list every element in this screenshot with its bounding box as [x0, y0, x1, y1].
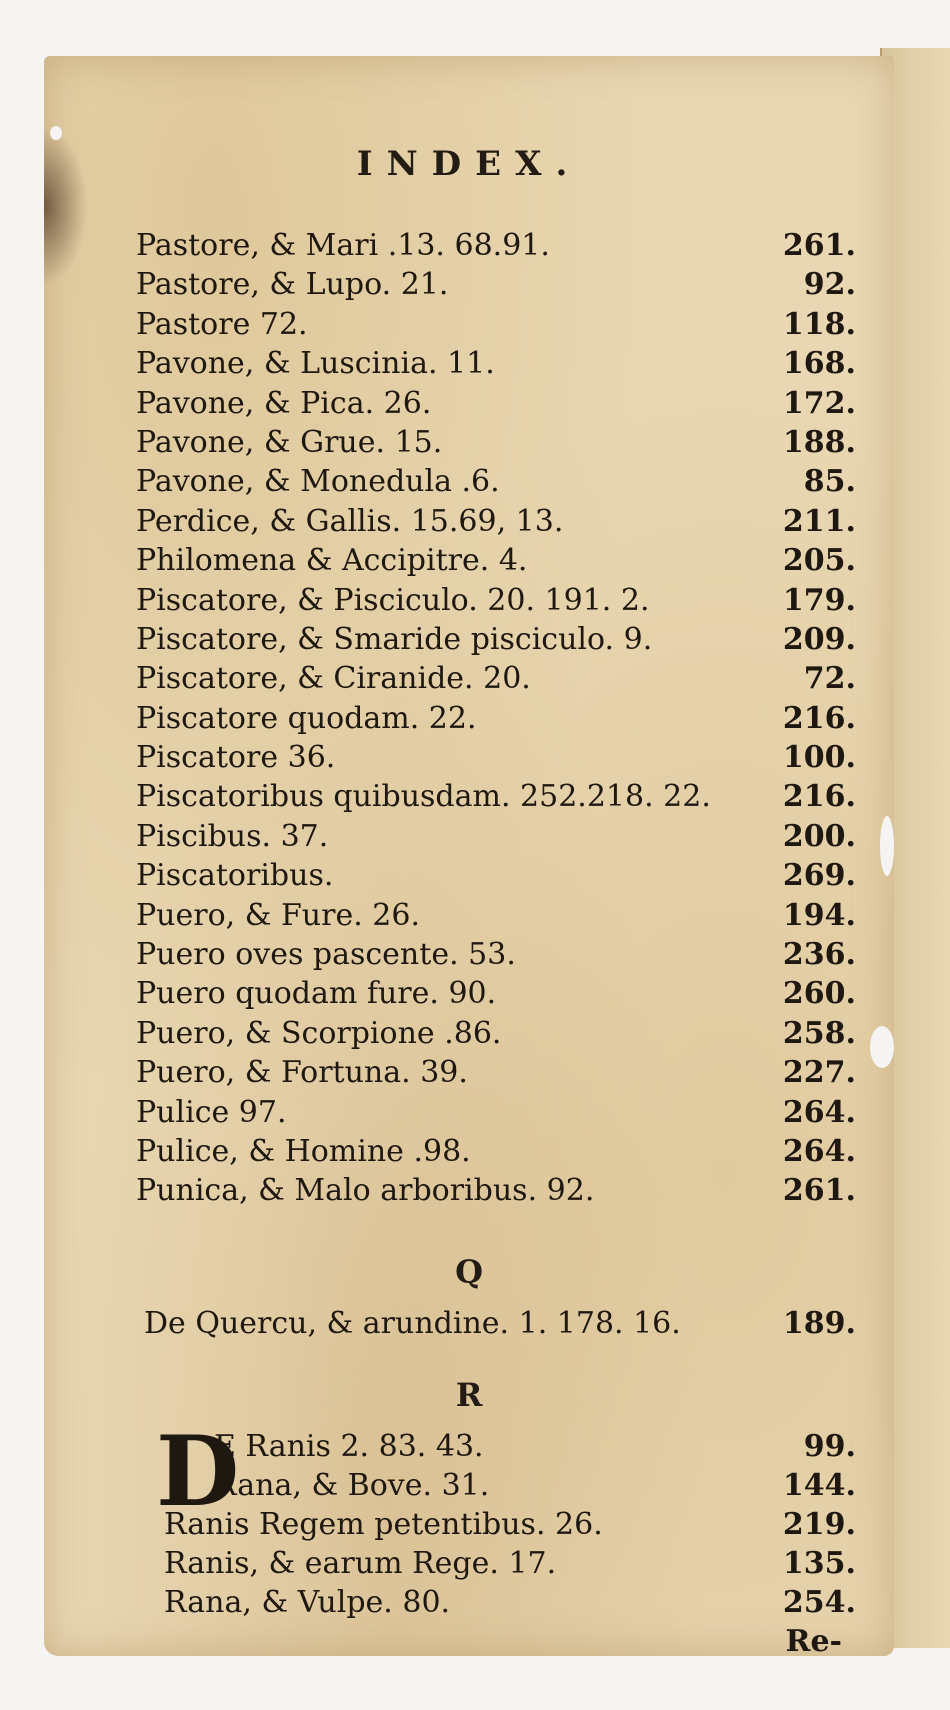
entry-page: 216. — [782, 700, 856, 736]
entry-page: 72. — [803, 661, 856, 697]
entry-label: Ranis Regem petentibus. 26. — [164, 1507, 603, 1542]
entry-label: Puero, & Scorpione .86. — [136, 1015, 502, 1051]
index-entry — [136, 622, 856, 661]
entry-page: 211. — [782, 503, 856, 539]
entry-page: 188. — [782, 424, 856, 460]
entry-page: 135. — [782, 1546, 856, 1581]
section-letter-q: Q — [455, 1253, 483, 1291]
entry-label: Piscatore, & Pisciculo. 20. 191. 2. — [136, 582, 650, 618]
index-entry — [164, 1546, 856, 1585]
index-entry — [136, 1095, 856, 1134]
entry-label: Piscatore, & Ciranide. 20. — [136, 661, 531, 697]
index-entry — [136, 898, 856, 937]
drop-capital: D — [156, 1415, 240, 1528]
entry-label: Ranis, & earum Rege. 17. — [164, 1546, 557, 1581]
index-entry — [164, 1468, 856, 1507]
index-entry — [136, 701, 856, 740]
entry-page: 264. — [782, 1094, 856, 1130]
index-entry — [144, 1306, 856, 1345]
index-entry — [136, 583, 856, 622]
entry-page: 189. — [782, 1306, 856, 1341]
index-entry — [136, 543, 856, 582]
index-entry — [136, 819, 856, 858]
entry-label: Perdice, & Gallis. 15.69, 13. — [136, 503, 564, 539]
index-list-r — [164, 1429, 856, 1624]
book-page — [44, 56, 894, 1659]
entry-page: 172. — [782, 385, 856, 421]
index-entry — [136, 267, 856, 306]
entry-page: 100. — [782, 740, 856, 776]
entry-label: Rana, & Bove. 31. — [214, 1468, 490, 1503]
entry-page: 260. — [782, 976, 856, 1012]
entry-page: 269. — [782, 858, 856, 894]
index-entry — [136, 1134, 856, 1173]
index-heading: INDEX. — [356, 144, 582, 184]
entry-page: 264. — [782, 1133, 856, 1169]
entry-label: Puero quodam fure. 90. — [136, 976, 497, 1012]
entry-label: Pavone, & Grue. 15. — [136, 424, 443, 460]
index-entry — [164, 1429, 856, 1468]
entry-page: 179. — [782, 582, 856, 618]
entry-page: 99. — [803, 1429, 856, 1464]
entry-page: 216. — [782, 779, 856, 815]
catchword: Re- — [785, 1624, 842, 1659]
entry-page: 254. — [782, 1585, 856, 1620]
entry-label: Pavone, & Monedula .6. — [136, 464, 500, 500]
entry-page: 168. — [782, 346, 856, 382]
index-entry — [136, 425, 856, 464]
entry-page: 227. — [782, 1055, 856, 1091]
index-entry — [136, 307, 856, 346]
page-hole — [50, 126, 62, 140]
entry-label: Punica, & Malo arboribus. 92. — [136, 1173, 595, 1209]
entry-label: Pavone, & Pica. 26. — [136, 385, 432, 421]
index-entry — [136, 386, 856, 425]
entry-label: Pulice 97. — [136, 1094, 287, 1130]
entry-label: Puero, & Fure. 26. — [136, 897, 420, 933]
entry-page: 85. — [803, 464, 856, 500]
entry-page: 144. — [782, 1468, 856, 1503]
entry-label: Piscatore, & Smaride pisciculo. 9. — [136, 621, 653, 657]
index-entry — [136, 464, 856, 503]
index-entry — [164, 1585, 856, 1624]
entry-page: 200. — [782, 818, 856, 854]
entry-page: 118. — [782, 306, 856, 342]
index-entry — [136, 346, 856, 385]
entry-label: Puero oves pascente. 53. — [136, 937, 516, 973]
entry-label: Piscatoribus quibusdam. 252.218. 22. — [136, 779, 711, 815]
entry-label: Puero, & Fortuna. 39. — [136, 1055, 468, 1091]
entry-page: 205. — [782, 543, 856, 579]
index-entry — [136, 858, 856, 897]
index-entry — [136, 740, 856, 779]
entry-label: Piscatoribus. — [136, 858, 334, 894]
page-hole — [880, 816, 894, 876]
entry-label: Piscibus. 37. — [136, 818, 329, 854]
index-entry — [136, 228, 856, 267]
entry-label: Piscatore quodam. 22. — [136, 700, 477, 736]
index-entry — [136, 779, 856, 818]
entry-label: Piscatore 36. — [136, 740, 336, 776]
entry-label: Philomena & Accipitre. 4. — [136, 543, 528, 579]
entry-page: 92. — [803, 267, 856, 303]
entry-page: 219. — [782, 1507, 856, 1542]
entry-page: 236. — [782, 937, 856, 973]
index-entry — [136, 937, 856, 976]
entry-label: Rana, & Vulpe. 80. — [164, 1585, 451, 1620]
entry-page: 261. — [782, 1173, 856, 1209]
index-entry — [136, 504, 856, 543]
index-list-q — [144, 1306, 856, 1345]
entry-label: Pavone, & Luscinia. 11. — [136, 346, 495, 382]
index-entry — [164, 1507, 856, 1546]
section-letter-r: R — [455, 1376, 483, 1414]
entry-page: 258. — [782, 1015, 856, 1051]
entry-label: De Quercu, & arundine. 1. 178. 16. — [144, 1306, 681, 1341]
entry-page: 261. — [782, 228, 856, 263]
entry-page: 209. — [782, 621, 856, 657]
page-hole — [870, 1026, 894, 1068]
entry-page: 194. — [782, 897, 856, 933]
index-entry — [136, 1173, 856, 1212]
index-entry — [136, 661, 856, 700]
index-entry — [136, 976, 856, 1015]
entry-label: E Ranis 2. 83. 43. — [214, 1429, 484, 1464]
entry-label: Pastore, & Lupo. 21. — [136, 267, 449, 303]
index-list-p — [136, 228, 856, 1213]
index-entry — [136, 1016, 856, 1055]
entry-label: Pulice, & Homine .98. — [136, 1133, 471, 1169]
entry-label: Pastore 72. — [136, 306, 308, 342]
index-entry — [136, 1055, 856, 1094]
entry-label: Pastore, & Mari .13. 68.91. — [136, 228, 550, 263]
